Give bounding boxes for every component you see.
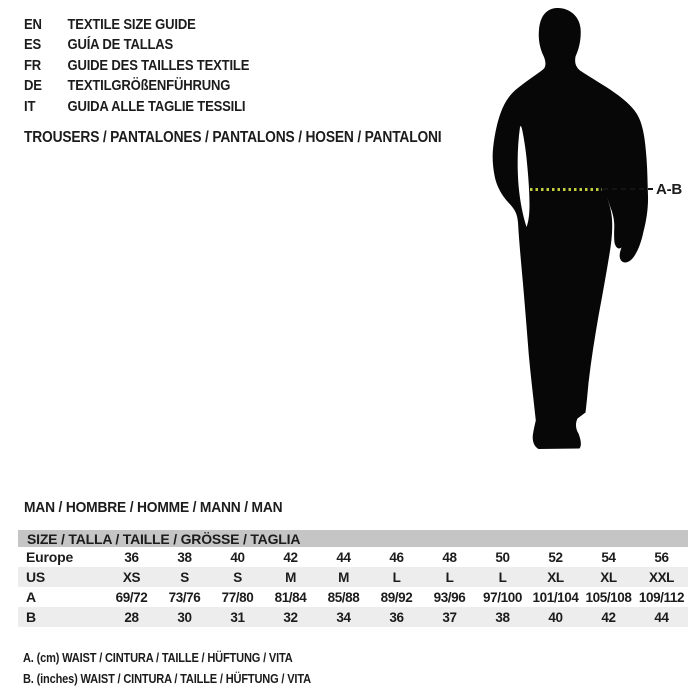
- category-heading: TROUSERS / PANTALONES / PANTALONS / HOSEN / PANTALONI: [24, 129, 442, 146]
- language-list: [24, 14, 283, 117]
- table-cell: 38: [495, 609, 510, 625]
- table-cell: 52: [548, 549, 563, 565]
- size-table: [18, 530, 688, 627]
- table-cell: 85/88: [327, 589, 360, 605]
- table-cell: 105/108: [585, 589, 632, 605]
- table-cell: 42: [283, 549, 298, 565]
- table-cell: 73/76: [168, 589, 201, 605]
- table-cell: XL: [600, 569, 617, 585]
- table-cell: 101/104: [532, 589, 579, 605]
- table-cell: 46: [389, 549, 404, 565]
- table-cell: 69/72: [115, 589, 148, 605]
- row-label: B: [26, 609, 36, 625]
- table-cell: 38: [177, 549, 192, 565]
- language-row-fr: [24, 55, 249, 76]
- table-cell: 97/100: [483, 589, 522, 605]
- table-row-b-inches: [18, 607, 688, 627]
- table-row-europe: [18, 547, 688, 567]
- table-cell: 77/80: [221, 589, 254, 605]
- man-silhouette-figure: [440, 0, 700, 470]
- table-cell: 36: [389, 609, 404, 625]
- language-code: FR: [24, 56, 42, 74]
- language-code: EN: [24, 15, 42, 33]
- language-row-it: [24, 96, 249, 117]
- language-code: DE: [24, 77, 42, 95]
- row-label: US: [26, 569, 46, 585]
- row-label: Europe: [26, 549, 74, 565]
- table-cell: 81/84: [274, 589, 307, 605]
- table-cell: M: [285, 569, 296, 585]
- language-row-en: [24, 14, 249, 35]
- note-a: A. (cm) WAIST / CINTURA / TAILLE / HÜFTUNG / VITA: [23, 650, 293, 665]
- table-cell: 89/92: [380, 589, 413, 605]
- table-cell: 32: [283, 609, 298, 625]
- language-label: TEXTILE SIZE GUIDE: [67, 15, 196, 33]
- table-cell: 56: [654, 549, 669, 565]
- table-cell: 28: [124, 609, 139, 625]
- table-cell: 40: [230, 549, 245, 565]
- table-cell: 34: [336, 609, 351, 625]
- waist-dotted-line: [530, 188, 602, 191]
- table-cell: 37: [442, 609, 457, 625]
- waist-dashed-line: [603, 188, 653, 190]
- language-label: GUIDE DES TAILLES TEXTILE: [67, 56, 250, 74]
- size-table-header: [18, 530, 688, 547]
- table-cell: 54: [601, 549, 616, 565]
- language-code: IT: [24, 97, 36, 115]
- section-heading: MAN / HOMBRE / HOMME / MANN / MAN: [24, 499, 283, 516]
- table-cell: S: [233, 569, 242, 585]
- language-label: GUÍA DE TALLAS: [67, 36, 174, 54]
- table-row-a-cm: [18, 587, 688, 607]
- table-cell: 31: [230, 609, 245, 625]
- language-row-es: [24, 35, 249, 56]
- table-cell: 50: [495, 549, 510, 565]
- language-row-de: [24, 76, 249, 97]
- language-code: ES: [24, 36, 42, 54]
- table-cell: S: [180, 569, 189, 585]
- table-cell: XXL: [648, 569, 675, 585]
- table-row-us: [18, 567, 688, 587]
- table-cell: 40: [548, 609, 563, 625]
- table-cell: 44: [336, 549, 351, 565]
- table-cell: 48: [442, 549, 457, 565]
- table-cell: L: [445, 569, 454, 585]
- language-label: GUIDA ALLE TAGLIE TESSILI: [67, 97, 246, 115]
- table-cell: M: [338, 569, 349, 585]
- table-cell: 109/112: [638, 589, 685, 605]
- man-back-silhouette-icon: [440, 0, 700, 470]
- table-cell: 93/96: [433, 589, 466, 605]
- note-b: B. (inches) WAIST / CINTURA / TAILLE / HÜFTUNG / VITA: [23, 671, 311, 686]
- size-table-header-label: SIZE / TALLA / TAILLE / GRÖSSE / TAGLIA: [27, 530, 301, 547]
- table-cell: L: [392, 569, 401, 585]
- table-cell: 30: [177, 609, 192, 625]
- table-cell: L: [498, 569, 507, 585]
- language-label: TEXTILGRÖßENFÜHRUNG: [67, 77, 231, 95]
- table-cell: XS: [122, 569, 141, 585]
- measurement-notes: [23, 647, 362, 689]
- waist-measure-label: A-B: [656, 181, 683, 198]
- table-cell: 42: [601, 609, 616, 625]
- row-label: A: [26, 589, 36, 605]
- table-cell: 44: [654, 609, 669, 625]
- table-cell: 36: [124, 549, 139, 565]
- table-cell: XL: [547, 569, 564, 585]
